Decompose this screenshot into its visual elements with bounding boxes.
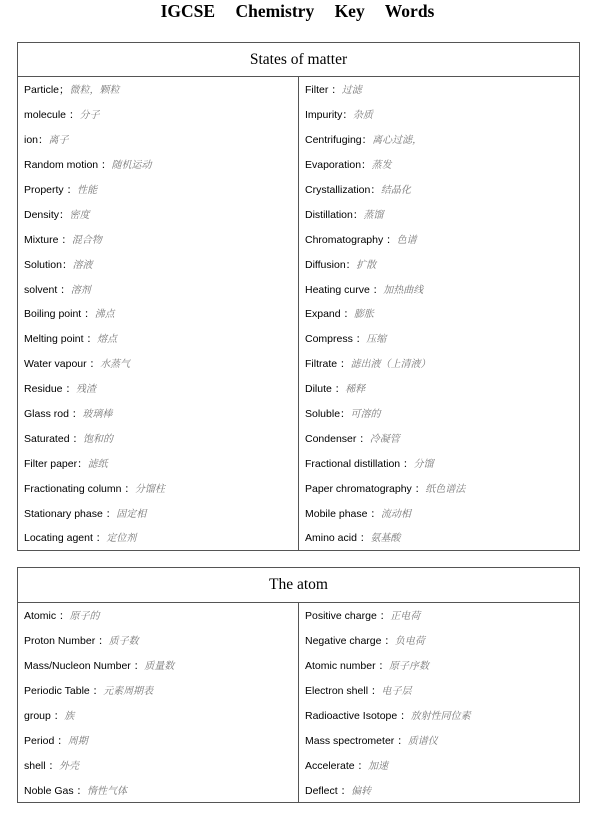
chinese-translation: 熔点 <box>96 334 117 346</box>
keyword-cell <box>18 653 299 678</box>
english-term: Locating agent ： <box>24 532 107 545</box>
keyword-cell <box>18 603 299 628</box>
english-term: shell ： <box>24 759 60 772</box>
keyword-cell <box>18 525 299 550</box>
keyword-cell <box>18 276 299 301</box>
chinese-translation: 性能 <box>77 185 98 196</box>
chinese-translation: 可溶的 <box>350 409 381 421</box>
keyword-cell <box>18 727 299 752</box>
english-term: Dilute ： <box>305 383 346 396</box>
keyword-cell <box>299 401 580 426</box>
chinese-translation: 冷凝管 <box>369 433 400 445</box>
document-title: IGCSE Chemistry Key Words <box>160 1 435 21</box>
chinese-translation: 膨胀 <box>354 309 375 321</box>
english-term: Filtrate ： <box>305 358 351 371</box>
keyword-cell <box>18 77 299 102</box>
keyword-cell <box>299 301 580 326</box>
keyword-cell <box>299 678 580 703</box>
english-term: Accelerate ： <box>305 759 369 772</box>
english-term: Melting point ： <box>24 333 97 346</box>
table-row <box>18 475 580 500</box>
chinese-translation: 氨基酸 <box>370 533 401 545</box>
english-term: Filter paper： <box>24 457 88 470</box>
keyword-cell <box>18 500 299 525</box>
table-row <box>18 102 580 127</box>
table-row <box>18 653 580 678</box>
english-term: Soluble： <box>305 408 351 421</box>
keyword-cell <box>18 201 299 226</box>
chinese-translation: 流动相 <box>380 508 411 520</box>
english-term: ion： <box>24 134 49 147</box>
chinese-translation: 稀释 <box>345 384 366 396</box>
table-row <box>18 201 580 226</box>
keyword-cell <box>18 425 299 450</box>
chinese-translation: 结晶化 <box>380 185 411 196</box>
chinese-translation: 加速 <box>368 760 389 772</box>
english-term: Evaporation： <box>305 159 372 172</box>
english-term: Mass spectrometer ： <box>305 734 408 747</box>
english-term: Crystallization： <box>305 184 381 196</box>
keyword-cell <box>18 177 299 202</box>
english-term: Centrifuging： <box>305 134 373 147</box>
table-row <box>18 777 580 802</box>
chinese-translation: 微粒，颗粒 <box>69 85 120 97</box>
keyword-cell <box>18 127 299 152</box>
english-term: Diffusion： <box>305 258 357 271</box>
keyword-cell <box>18 376 299 401</box>
keyword-cell <box>299 628 580 653</box>
chinese-translation: 滤出液（上清液） <box>350 359 431 371</box>
keyword-cell <box>299 127 580 152</box>
chinese-translation: 分馏 <box>413 458 434 470</box>
chinese-translation: 过滤 <box>341 85 362 97</box>
keyword-cell <box>299 226 580 251</box>
english-term: Saturated ： <box>24 432 83 445</box>
keyword-cell <box>18 628 299 653</box>
chinese-translation: 惰性气体 <box>87 785 128 797</box>
english-term: group ： <box>24 710 65 722</box>
chinese-translation: 元素周期表 <box>103 686 154 698</box>
chinese-translation: 压缩 <box>366 334 387 346</box>
keyword-cell <box>18 703 299 728</box>
english-term: Electron shell ： <box>305 685 382 698</box>
english-term: Chromatography ： <box>305 233 397 246</box>
english-term: Negative charge ： <box>305 635 395 648</box>
english-term: Atomic number ： <box>305 660 390 673</box>
table-row <box>18 752 580 777</box>
chinese-translation: 溶剂 <box>70 284 91 296</box>
table-row <box>18 603 580 628</box>
keyword-cell <box>299 351 580 376</box>
chinese-translation: 电子层 <box>381 686 412 698</box>
table-row <box>18 177 580 202</box>
chinese-translation: 蒸馏 <box>363 209 384 221</box>
chinese-translation: 正电荷 <box>390 611 421 623</box>
english-term: Noble Gas ： <box>24 784 88 797</box>
keyword-cell <box>299 102 580 127</box>
keyword-cell <box>18 678 299 703</box>
chinese-translation: 扩散 <box>356 259 377 271</box>
english-term: Random motion ： <box>24 159 112 172</box>
english-term: Density： <box>24 208 70 221</box>
english-term: Particle； <box>24 84 70 97</box>
table-row <box>18 727 580 752</box>
english-term: Condenser ： <box>305 432 370 445</box>
chinese-translation: 沸点 <box>94 309 115 321</box>
keyword-cell <box>18 251 299 276</box>
english-term: Paper chromatography ： <box>305 482 426 495</box>
keyword-cell <box>299 525 580 550</box>
english-term: Mobile phase ： <box>305 507 381 520</box>
chinese-translation: 原子序数 <box>389 661 430 673</box>
english-term: Mixture ： <box>24 233 72 246</box>
english-term: Filter ： <box>305 84 342 97</box>
chinese-translation: 密度 <box>69 209 90 221</box>
chinese-translation: 周期 <box>67 735 88 747</box>
english-term: molecule ： <box>24 109 80 122</box>
table-row <box>18 276 580 301</box>
english-term: Fractional distillation ： <box>305 457 414 470</box>
keyword-cell <box>299 326 580 351</box>
table-row <box>18 376 580 401</box>
keyword-cell <box>18 450 299 475</box>
chinese-translation: 混合物 <box>71 234 102 246</box>
chinese-translation: 饱和的 <box>82 433 113 445</box>
english-term: Solution： <box>24 258 73 271</box>
keyword-cell <box>299 201 580 226</box>
english-term: Mass/Nucleon Number ： <box>24 660 145 673</box>
english-term: Amino acid ： <box>305 532 371 545</box>
english-term: Atomic ： <box>24 610 70 623</box>
chinese-translation: 质量数 <box>144 661 175 673</box>
chinese-translation: 滤纸 <box>87 458 108 470</box>
table-row <box>18 152 580 177</box>
keyword-cell <box>18 152 299 177</box>
chinese-translation: 质子数 <box>108 636 139 648</box>
table-row <box>18 127 580 152</box>
chinese-translation: 分子 <box>79 110 100 122</box>
table-row <box>18 500 580 525</box>
english-term: Residue ： <box>24 383 76 396</box>
keyword-cell <box>18 102 299 127</box>
keyword-cell <box>299 177 580 202</box>
chinese-translation: 偏转 <box>351 785 372 797</box>
table-row <box>18 77 580 102</box>
chinese-translation: 族 <box>64 711 75 722</box>
keyword-cell <box>18 351 299 376</box>
states-of-matter-table <box>17 42 580 551</box>
table-row <box>18 301 580 326</box>
keyword-cell <box>18 226 299 251</box>
chinese-translation: 离心过滤， <box>372 135 423 147</box>
keyword-cell <box>299 777 580 802</box>
chinese-translation: 残渣 <box>75 384 96 396</box>
keyword-cell <box>18 475 299 500</box>
table-row <box>18 326 580 351</box>
english-term: Impurity： <box>305 109 353 122</box>
keyword-cell <box>299 752 580 777</box>
chinese-translation: 杂质 <box>352 110 373 122</box>
english-term: Positive charge ： <box>305 610 391 623</box>
keyword-cell <box>299 450 580 475</box>
chinese-translation: 玻璃棒 <box>82 409 113 421</box>
chinese-translation: 加热曲线 <box>383 284 424 296</box>
the-atom-table <box>17 567 580 803</box>
table-row <box>18 425 580 450</box>
table-row <box>18 628 580 653</box>
table-row <box>18 450 580 475</box>
chinese-translation: 分馏柱 <box>134 483 165 495</box>
english-term: Fractionating column ： <box>24 482 135 495</box>
chinese-translation: 离子 <box>48 135 69 147</box>
english-term: Periodic Table ： <box>24 685 104 698</box>
table-row <box>18 351 580 376</box>
keyword-cell <box>299 475 580 500</box>
english-term: Distillation： <box>305 208 364 221</box>
chinese-translation: 溶液 <box>72 259 93 271</box>
chinese-translation: 定位剂 <box>106 533 137 545</box>
chinese-translation: 色谱 <box>396 234 417 246</box>
section-heading: The atom <box>18 568 580 603</box>
chinese-translation: 质谱仪 <box>407 735 438 747</box>
table-row <box>18 525 580 550</box>
chinese-translation: 固定相 <box>116 508 147 520</box>
keyword-cell <box>299 603 580 628</box>
chinese-translation: 负电荷 <box>394 636 425 648</box>
english-term: Heating curve ： <box>305 283 384 296</box>
chinese-translation: 水蒸气 <box>100 359 131 371</box>
chinese-translation: 蒸发 <box>371 160 392 172</box>
english-term: Expand ： <box>305 308 355 321</box>
keyword-cell <box>18 752 299 777</box>
english-term: Deflect ： <box>305 784 352 797</box>
table-row <box>18 401 580 426</box>
english-term: Boiling point ： <box>24 308 95 321</box>
english-term: Proton Number ： <box>24 635 109 648</box>
english-term: Glass rod ： <box>24 408 83 421</box>
keyword-cell <box>299 727 580 752</box>
keyword-cell <box>299 376 580 401</box>
keyword-cell <box>299 500 580 525</box>
keyword-cell <box>299 276 580 301</box>
english-term: Radioactive Isotope ： <box>305 710 411 722</box>
chinese-translation: 外壳 <box>59 760 80 772</box>
table-row <box>18 226 580 251</box>
english-term: solvent ： <box>24 283 71 296</box>
keyword-cell <box>299 152 580 177</box>
keyword-cell <box>299 251 580 276</box>
keyword-cell <box>18 401 299 426</box>
chinese-translation: 纸色谱法 <box>425 483 466 495</box>
english-term: Water vapour ： <box>24 358 101 371</box>
chinese-translation: 原子的 <box>69 611 100 623</box>
keyword-cell <box>299 703 580 728</box>
english-term: Property ： <box>24 184 78 196</box>
table-row <box>18 678 580 703</box>
chinese-translation: 放射性同位素 <box>410 711 471 722</box>
section-heading: States of matter <box>18 43 580 77</box>
english-term: Period ： <box>24 734 68 747</box>
keyword-cell <box>299 425 580 450</box>
keyword-cell <box>18 326 299 351</box>
english-term: Stationary phase ： <box>24 507 117 520</box>
keyword-cell <box>299 653 580 678</box>
chinese-translation: 随机运动 <box>111 160 152 172</box>
table-row <box>18 703 580 728</box>
table-row <box>18 251 580 276</box>
keyword-cell <box>18 301 299 326</box>
keyword-cell <box>18 777 299 802</box>
keyword-cell <box>299 77 580 102</box>
english-term: Compress ： <box>305 333 367 346</box>
